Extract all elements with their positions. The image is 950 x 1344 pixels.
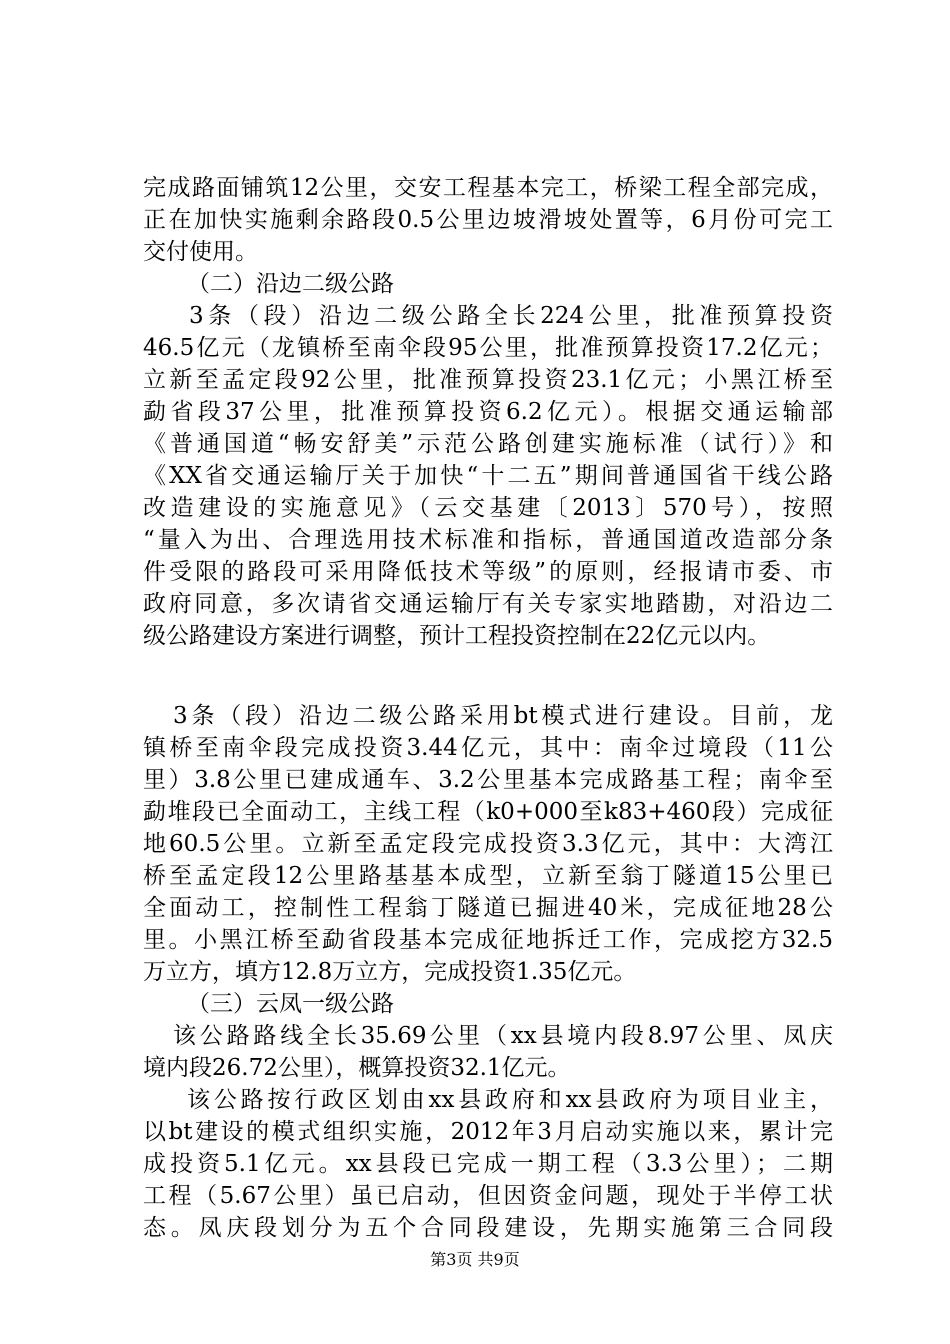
text-line: 46.5亿元（龙镇桥至南伞段95公里，批准预算投资17.2亿元； <box>143 335 833 361</box>
text-line: 《XX省交通运输厅关于加快“十二五”期间普通国省干线公路 <box>143 463 833 489</box>
text-line: 以bt建设的模式组织实施，2012年3月启动实施以来，累计完 <box>143 1119 833 1145</box>
text-line: 件受限的路段可采用降低技术等级”的原则，经报请市委、市 <box>143 559 833 585</box>
text-line: 成投资5.1亿元。xx县段已完成一期工程（3.3公里）；二期 <box>143 1151 833 1177</box>
document-body <box>143 172 833 1244</box>
text-line: 全面动工，控制性工程翁丁隧道已掘进40米，完成征地28公 <box>143 895 833 921</box>
text-line: 完成路面铺筑12公里，交安工程基本完工，桥梁工程全部完成， <box>143 175 833 201</box>
text-line: 勐堆段已全面动工，主线工程（k0+000至k83+460段）完成征 <box>143 799 833 825</box>
text-line: 境内段26.72公里），概算投资32.1亿元。 <box>143 1055 571 1081</box>
text-line: 桥至孟定段12公里路基基本成型，立新至翁丁隧道15公里已 <box>143 863 833 889</box>
text-line: 交付使用。 <box>143 239 258 265</box>
text-line: 立新至孟定段92公里，批准预算投资23.1亿元；小黑江桥至 <box>143 367 833 393</box>
text-line: （三）云凤一级公路 <box>187 991 394 1017</box>
text-line: 正在加快实施剩余路段0.5公里边坡滑坡处置等，6月份可完工 <box>143 207 833 233</box>
text-line: 级公路建设方案进行调整，预计工程投资控制在22亿元以内。 <box>143 623 771 649</box>
text-line: 地60.5公里。立新至孟定段完成投资3.3亿元，其中：大湾江 <box>143 831 833 857</box>
text-line: 镇桥至南伞段完成投资3.44亿元，其中：南伞过境段（11公 <box>143 735 833 761</box>
text-line: “量入为出、合理选用技术标准和指标，普通国道改造部分条 <box>143 527 833 553</box>
text-line: 里）3.8公里已建成通车、3.2公里基本完成路基工程；南伞至 <box>143 767 833 793</box>
text-line: 该公路按行政区划由xx县政府和xx县政府为项目业主， <box>187 1087 833 1113</box>
text-line: 万立方，填方12.8万立方，完成投资1.35亿元。 <box>143 959 637 985</box>
text-line: 态。凤庆段划分为五个合同段建设，先期实施第三合同段 <box>143 1215 833 1241</box>
text-line: 工程（5.67公里）虽已启动，但因资金问题，现处于半停工状 <box>143 1183 833 1209</box>
text-line: 里。小黑江桥至勐省段基本完成征地拆迁工作，完成挖方32.5 <box>143 927 833 953</box>
text-line: （二）沿边二级公路 <box>187 271 394 297</box>
text-line: 改造建设的实施意见》（云交基建〔2013〕570号），按照 <box>143 495 833 521</box>
text-line: 勐省段37公里，批准预算投资6.2亿元）。根据交通运输部 <box>143 399 833 425</box>
text-line: 该公路路线全长35.69公里（xx县境内段8.97公里、凤庆 <box>173 1023 833 1049</box>
text-line: 《普通国道“畅安舒美”示范公路创建实施标准（试行）》和 <box>143 431 833 457</box>
paragraph-gap <box>143 652 833 700</box>
text-line: 3条（段）沿边二级公路采用bt模式进行建设。目前，龙 <box>173 703 833 729</box>
text-line: 政府同意，多次请省交通运输厅有关专家实地踏勘，对沿边二 <box>143 591 833 617</box>
page-footer: 第3页 共9页 <box>430 1250 520 1269</box>
text-line: 3条（段）沿边二级公路全长224公里，批准预算投资 <box>189 303 833 329</box>
